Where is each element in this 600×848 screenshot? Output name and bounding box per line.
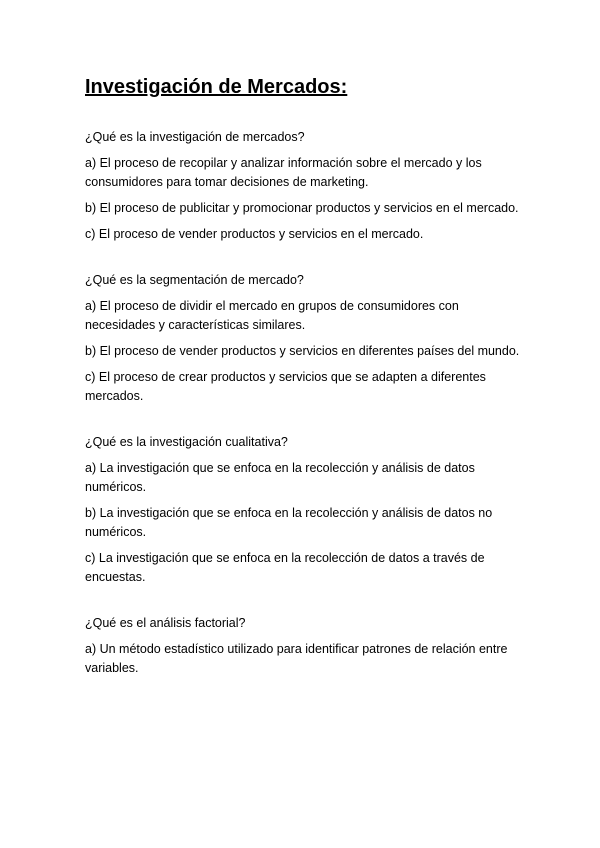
- answer-option-c: c) El proceso de crear productos y servicios que se adapten a diferentes mercados.: [85, 370, 486, 403]
- question-block-4: [85, 614, 525, 678]
- answer-option-a: a) El proceso de recopilar y analizar información sobre el mercado y los consumidores para tomar decisiones de marketing.: [85, 156, 482, 189]
- question-text: ¿Qué es la investigación cualitativa?: [85, 435, 288, 449]
- document-title: Investigación de Mercados:: [85, 76, 348, 98]
- question-block-2: [85, 271, 525, 406]
- answer-option-a: a) La investigación que se enfoca en la recolección y análisis de datos numéricos.: [85, 461, 475, 494]
- answer-option-b: b) El proceso de publicitar y promocionar productos y servicios en el mercado.: [85, 201, 519, 215]
- answer-option-a: a) El proceso de dividir el mercado en grupos de consumidores con necesidades y características similares.: [85, 299, 459, 332]
- answer-option-a: a) Un método estadístico utilizado para identificar patrones de relación entre variables.: [85, 642, 508, 675]
- answer-option-b: b) La investigación que se enfoca en la recolección y análisis de datos no numéricos.: [85, 506, 493, 539]
- document-page: [85, 74, 525, 705]
- question-block-1: [85, 128, 525, 244]
- answer-option-b: b) El proceso de vender productos y servicios en diferentes países del mundo.: [85, 344, 520, 358]
- answer-option-c: c) La investigación que se enfoca en la recolección de datos a través de encuestas.: [85, 551, 485, 584]
- question-text: ¿Qué es la segmentación de mercado?: [85, 273, 304, 287]
- question-text: ¿Qué es el análisis factorial?: [85, 616, 246, 630]
- answer-option-c: c) El proceso de vender productos y servicios en el mercado.: [85, 227, 424, 241]
- question-text: ¿Qué es la investigación de mercados?: [85, 130, 305, 144]
- question-block-3: [85, 433, 525, 587]
